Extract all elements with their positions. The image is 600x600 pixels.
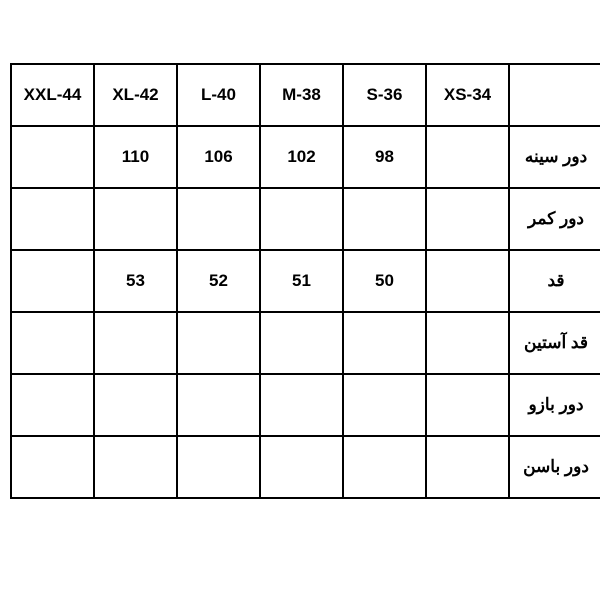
cell-arm-l <box>177 374 260 436</box>
cell-sleeve-m <box>260 312 343 374</box>
row-label-arm: دور بازو <box>509 374 600 436</box>
cell-chest-xl: 110 <box>94 126 177 188</box>
cell-hip-s <box>343 436 426 498</box>
cell-waist-l <box>177 188 260 250</box>
header-size-l: L-40 <box>177 64 260 126</box>
size-chart-table <box>10 63 600 499</box>
cell-hip-l <box>177 436 260 498</box>
cell-chest-s: 98 <box>343 126 426 188</box>
table-header-row <box>11 64 600 126</box>
cell-arm-xs <box>426 374 509 436</box>
cell-arm-s <box>343 374 426 436</box>
row-label-waist: دور کمر <box>509 188 600 250</box>
cell-sleeve-l <box>177 312 260 374</box>
cell-length-l: 52 <box>177 250 260 312</box>
cell-sleeve-xs <box>426 312 509 374</box>
cell-hip-xxl <box>11 436 94 498</box>
cell-chest-m: 102 <box>260 126 343 188</box>
cell-chest-l: 106 <box>177 126 260 188</box>
cell-chest-xxl <box>11 126 94 188</box>
cell-hip-xs <box>426 436 509 498</box>
header-size-s: S-36 <box>343 64 426 126</box>
table-row <box>11 312 600 374</box>
row-label-chest: دور سینه <box>509 126 600 188</box>
cell-waist-xl <box>94 188 177 250</box>
table-row <box>11 250 600 312</box>
cell-sleeve-xxl <box>11 312 94 374</box>
table-row <box>11 126 600 188</box>
table-row <box>11 374 600 436</box>
cell-hip-xl <box>94 436 177 498</box>
size-chart-table-wrapper <box>10 63 590 499</box>
cell-arm-xxl <box>11 374 94 436</box>
cell-length-xs <box>426 250 509 312</box>
row-label-length: قد <box>509 250 600 312</box>
cell-arm-xl <box>94 374 177 436</box>
header-corner-cell <box>509 64 600 126</box>
cell-sleeve-s <box>343 312 426 374</box>
cell-length-m: 51 <box>260 250 343 312</box>
header-size-xl: XL-42 <box>94 64 177 126</box>
table-row <box>11 436 600 498</box>
cell-waist-s <box>343 188 426 250</box>
cell-waist-m <box>260 188 343 250</box>
cell-waist-xs <box>426 188 509 250</box>
cell-length-s: 50 <box>343 250 426 312</box>
cell-hip-m <box>260 436 343 498</box>
cell-waist-xxl <box>11 188 94 250</box>
header-size-xs: XS-34 <box>426 64 509 126</box>
table-row <box>11 188 600 250</box>
header-size-xxl: XXL-44 <box>11 64 94 126</box>
cell-length-xl: 53 <box>94 250 177 312</box>
cell-sleeve-xl <box>94 312 177 374</box>
cell-chest-xs <box>426 126 509 188</box>
row-label-hip: دور باسن <box>509 436 600 498</box>
cell-arm-m <box>260 374 343 436</box>
cell-length-xxl <box>11 250 94 312</box>
row-label-sleeve-length: قد آستین <box>509 312 600 374</box>
header-size-m: M-38 <box>260 64 343 126</box>
